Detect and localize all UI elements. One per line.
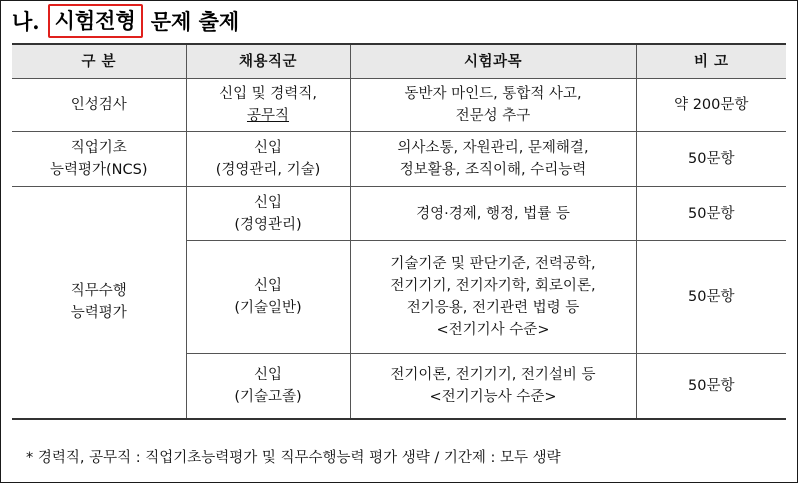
category-text: 능력평가 xyxy=(70,305,127,322)
category-text: 능력평가(NCS) xyxy=(49,162,148,178)
header-note: 비 고 xyxy=(636,44,786,79)
job-group-text: (경영관리) xyxy=(234,216,302,233)
table-row xyxy=(12,132,786,187)
header-subjects: 시험과목 xyxy=(350,44,636,79)
heading-highlight-box: 시험전형 xyxy=(48,4,143,38)
heading-rest: 문제 출제 xyxy=(150,9,240,34)
subjects-text: <전기기능사 수준> xyxy=(429,388,557,405)
category-cell xyxy=(12,132,186,187)
job-group-text: 신입 xyxy=(253,366,282,383)
subjects-cell xyxy=(350,79,636,132)
job-group-cell xyxy=(186,241,350,354)
category-text: 인성검사 xyxy=(70,97,127,113)
job-group-text: (경영관리, 기술) xyxy=(215,162,321,178)
footnote: * 경력직, 공무직 : 직업기초능력평가 및 직무수행능력 평가 생략 / 기간제 : 모두 생략 xyxy=(26,450,561,466)
header-job-group: 채용직군 xyxy=(186,44,350,79)
subjects-text: 기술기준 및 판단기준, 전력공학, xyxy=(390,256,596,272)
table-header-row xyxy=(12,44,786,79)
category-cell xyxy=(12,79,186,132)
job-group-cell xyxy=(186,132,350,187)
heading-prefix: 나. xyxy=(12,9,40,34)
subjects-text: 의사소통, 자원관리, 문제해결, xyxy=(397,140,589,156)
subjects-cell xyxy=(350,132,636,187)
subjects-text: 전기이론, 전기기기, 전기설비 등 xyxy=(390,366,596,383)
subjects-text: <전기기사 수준> xyxy=(436,322,550,338)
job-group-cell xyxy=(186,187,350,241)
job-group-text-underlined: 공무직 xyxy=(246,108,290,124)
subjects-text: 전문성 추구 xyxy=(455,108,531,124)
job-group-text: 신입 xyxy=(253,278,282,294)
category-text: 직업기초 xyxy=(70,140,127,156)
header-category: 구 분 xyxy=(12,44,186,79)
subjects-text: 전기기기, 전기자기학, 회로이론, xyxy=(390,278,596,294)
subjects-cell xyxy=(350,241,636,354)
subjects-cell xyxy=(350,354,636,419)
exam-table xyxy=(12,43,786,420)
job-group-cell xyxy=(186,354,350,419)
note-cell: 50문항 xyxy=(636,132,786,187)
category-cell xyxy=(12,187,186,419)
section-heading xyxy=(12,3,239,39)
note-cell: 50문항 xyxy=(636,241,786,354)
subjects-text: 경영·경제, 행정, 법률 등 xyxy=(416,205,570,222)
subjects-text: 동반자 마인드, 통합적 사고, xyxy=(404,86,582,102)
subjects-text: 정보활용, 조직이해, 수리능력 xyxy=(399,162,587,178)
note-cell: 50문항 xyxy=(636,354,786,419)
subjects-cell xyxy=(350,187,636,241)
category-text: 직무수행 xyxy=(70,283,127,300)
subjects-text: 전기응용, 전기관련 법령 등 xyxy=(406,300,580,316)
job-group-cell xyxy=(186,79,350,132)
job-group-text: 신입 및 경력직, xyxy=(219,86,317,102)
job-group-text: 신입 xyxy=(253,140,282,156)
job-group-text: (기술일반) xyxy=(234,300,302,316)
job-group-text: 신입 xyxy=(253,194,282,211)
note-cell: 50문항 xyxy=(636,187,786,241)
job-group-text: (기술고졸) xyxy=(234,388,302,405)
table-row xyxy=(12,79,786,132)
table-row xyxy=(12,187,786,241)
note-cell: 약 200문항 xyxy=(636,79,786,132)
